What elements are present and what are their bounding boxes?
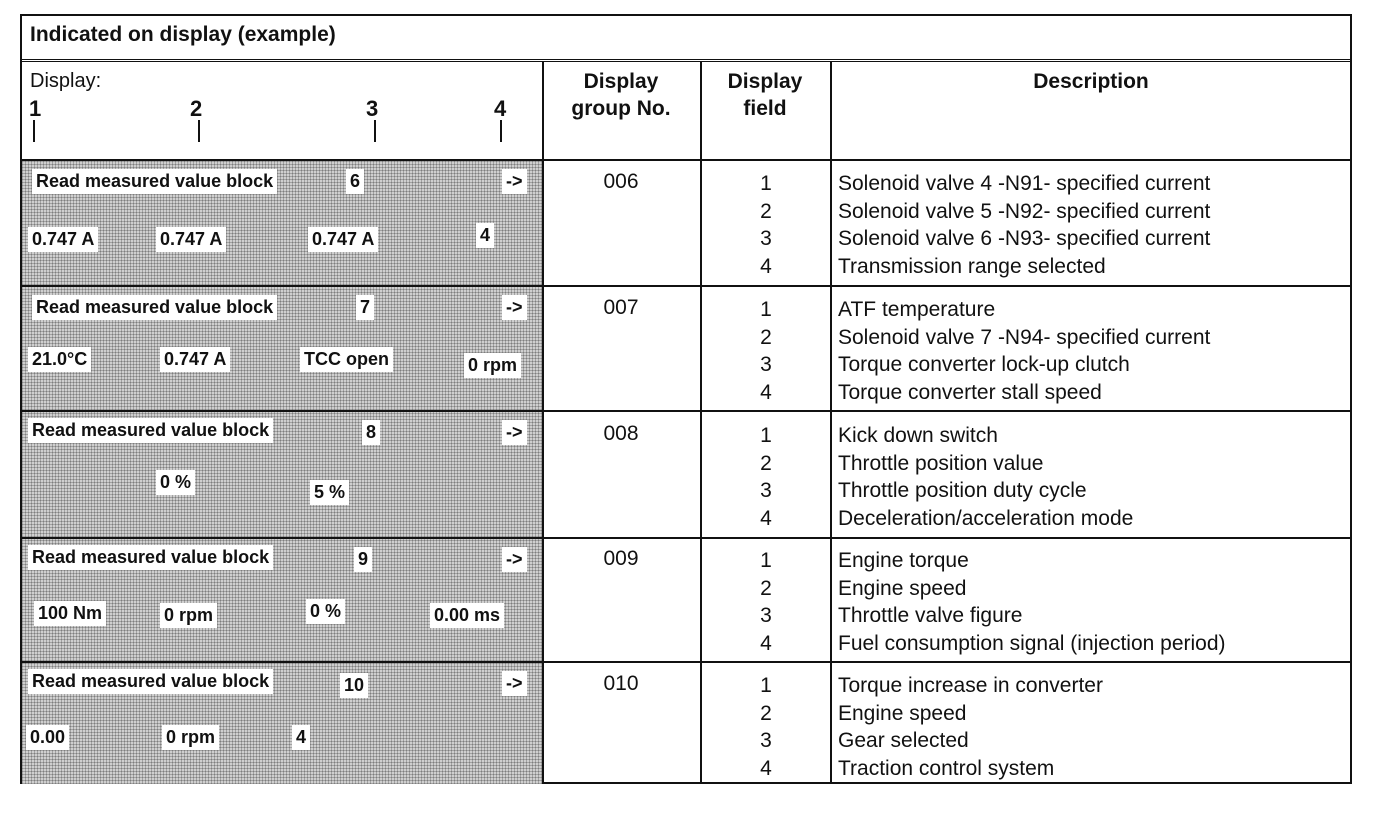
lcd-title: Read measured value block: [32, 169, 277, 194]
description-item: Deceleration/acceleration mode: [838, 506, 1134, 530]
field-list: [700, 547, 832, 657]
field-number: 3: [760, 227, 772, 250]
table-title: Indicated on display (example): [22, 16, 1350, 62]
group-number: 008: [603, 422, 639, 445]
field-list: [700, 170, 832, 280]
field-list: [700, 422, 832, 532]
display-position-4: 4: [494, 96, 507, 121]
lcd-value-2: 0.747 A: [160, 347, 230, 372]
lcd-display-block-7: [22, 287, 542, 410]
description-item: Solenoid valve 7 -N94- specified current: [838, 325, 1211, 349]
lcd-arrow: ->: [502, 295, 527, 320]
field-number: 4: [760, 254, 772, 278]
field-number: 1: [760, 674, 772, 697]
description-item: Torque increase in converter: [838, 674, 1103, 697]
lcd-value-3: 0.747 A: [308, 227, 378, 252]
field-number: 2: [760, 576, 772, 600]
lcd-value-4: 0.00 ms: [430, 603, 504, 628]
group-number: 006: [603, 170, 639, 193]
lcd-value-2: 0 rpm: [160, 603, 217, 628]
description-list: [838, 170, 1210, 280]
field-number: 4: [760, 756, 772, 780]
lcd-arrow: ->: [502, 420, 527, 445]
description-item: Torque converter stall speed: [838, 380, 1102, 404]
group-number: 010: [603, 672, 639, 695]
description-item: Solenoid valve 5 -N92- specified current: [838, 199, 1211, 223]
lcd-value-1: 0.747 A: [28, 227, 98, 252]
lcd-title: Read measured value block: [28, 418, 273, 443]
display-position-2: 2: [190, 96, 203, 121]
description-item: Traction control system: [838, 756, 1055, 780]
description-list: [838, 422, 1133, 532]
description-item: Engine speed: [838, 576, 967, 600]
field-number: 4: [760, 506, 772, 530]
lcd-display-block-9: [22, 539, 542, 661]
lcd-block-number: 7: [356, 295, 374, 320]
lcd-block-number: 8: [362, 420, 380, 445]
field-number: 1: [760, 549, 772, 572]
position-tick: [33, 120, 35, 142]
header-display-field: [700, 68, 830, 122]
description-list: [838, 672, 1103, 782]
field-number: 3: [760, 479, 772, 502]
field-number: 4: [760, 380, 772, 404]
description-item: ATF temperature: [838, 298, 996, 321]
display-label: Display:: [30, 70, 102, 92]
description-item: Throttle position value: [838, 451, 1044, 475]
lcd-value-1: 100 Nm: [34, 601, 106, 626]
lcd-title: Read measured value block: [32, 295, 277, 320]
group-number: 007: [603, 296, 639, 319]
display-table: [20, 14, 1352, 784]
description-item: Solenoid valve 4 -N91- specified current: [838, 172, 1211, 195]
position-tick: [500, 120, 502, 142]
header-field-line1: Display: [727, 70, 803, 93]
lcd-block-number: 6: [346, 169, 364, 194]
description-list: [838, 296, 1210, 406]
header-group-no: [542, 68, 700, 122]
field-number: 2: [760, 199, 772, 223]
field-number: 2: [760, 325, 772, 349]
lcd-title: Read measured value block: [28, 545, 273, 570]
lcd-arrow: ->: [502, 547, 527, 572]
field-number: 1: [760, 172, 772, 195]
field-number: 1: [760, 424, 772, 447]
lcd-value-3: 0 %: [306, 599, 345, 624]
group-number: 009: [603, 547, 639, 570]
description-item: Throttle valve figure: [838, 604, 1023, 627]
position-tick: [374, 120, 376, 142]
lcd-block-number: 9: [354, 547, 372, 572]
lcd-value-2: 0.747 A: [156, 227, 226, 252]
field-number: 2: [760, 451, 772, 475]
lcd-value-3: 5 %: [310, 480, 349, 505]
header-group-no-line2: group No.: [571, 97, 671, 120]
description-item: Engine torque: [838, 549, 969, 572]
lcd-value-2: 0 %: [156, 470, 195, 495]
description-item: Fuel consumption signal (injection period): [838, 631, 1226, 655]
lcd-value-1: 21.0°C: [28, 347, 91, 372]
description-item: Engine speed: [838, 701, 967, 725]
field-number: 2: [760, 701, 772, 725]
field-list: [700, 296, 832, 406]
display-position-1: 1: [29, 96, 42, 121]
description-item: Solenoid valve 6 -N93- specified current: [838, 227, 1211, 250]
lcd-arrow: ->: [502, 671, 527, 696]
lcd-value-1: 0.00: [26, 725, 69, 750]
lcd-title: Read measured value block: [28, 669, 273, 694]
lcd-value-2: 0 rpm: [162, 725, 219, 750]
description-item: Torque converter lock-up clutch: [838, 353, 1130, 376]
display-position-3: 3: [366, 96, 379, 121]
description-item: Throttle position duty cycle: [838, 479, 1087, 502]
lcd-block-number: 10: [340, 673, 368, 698]
lcd-display-block-8: [22, 412, 542, 537]
field-number: 3: [760, 604, 772, 627]
header-field-line2: field: [743, 97, 787, 120]
header-description: Description: [1033, 70, 1149, 93]
position-tick: [198, 120, 200, 142]
lcd-value-3: 4: [292, 725, 310, 750]
field-list: [700, 672, 832, 782]
description-item: Transmission range selected: [838, 254, 1106, 278]
description-item: Kick down switch: [838, 424, 998, 447]
description-list: [838, 547, 1226, 657]
header-group-no-line1: Display: [583, 70, 659, 93]
lcd-display-block-10: [22, 663, 542, 784]
lcd-display-block-6: [22, 161, 542, 285]
field-number: 4: [760, 631, 772, 655]
field-number: 1: [760, 298, 772, 321]
lcd-arrow: ->: [502, 169, 527, 194]
field-number: 3: [760, 353, 772, 376]
field-number: 3: [760, 729, 772, 752]
lcd-value-4: 0 rpm: [464, 353, 521, 378]
lcd-value-4: 4: [476, 223, 494, 248]
lcd-value-3: TCC open: [300, 347, 393, 372]
description-item: Gear selected: [838, 729, 969, 752]
